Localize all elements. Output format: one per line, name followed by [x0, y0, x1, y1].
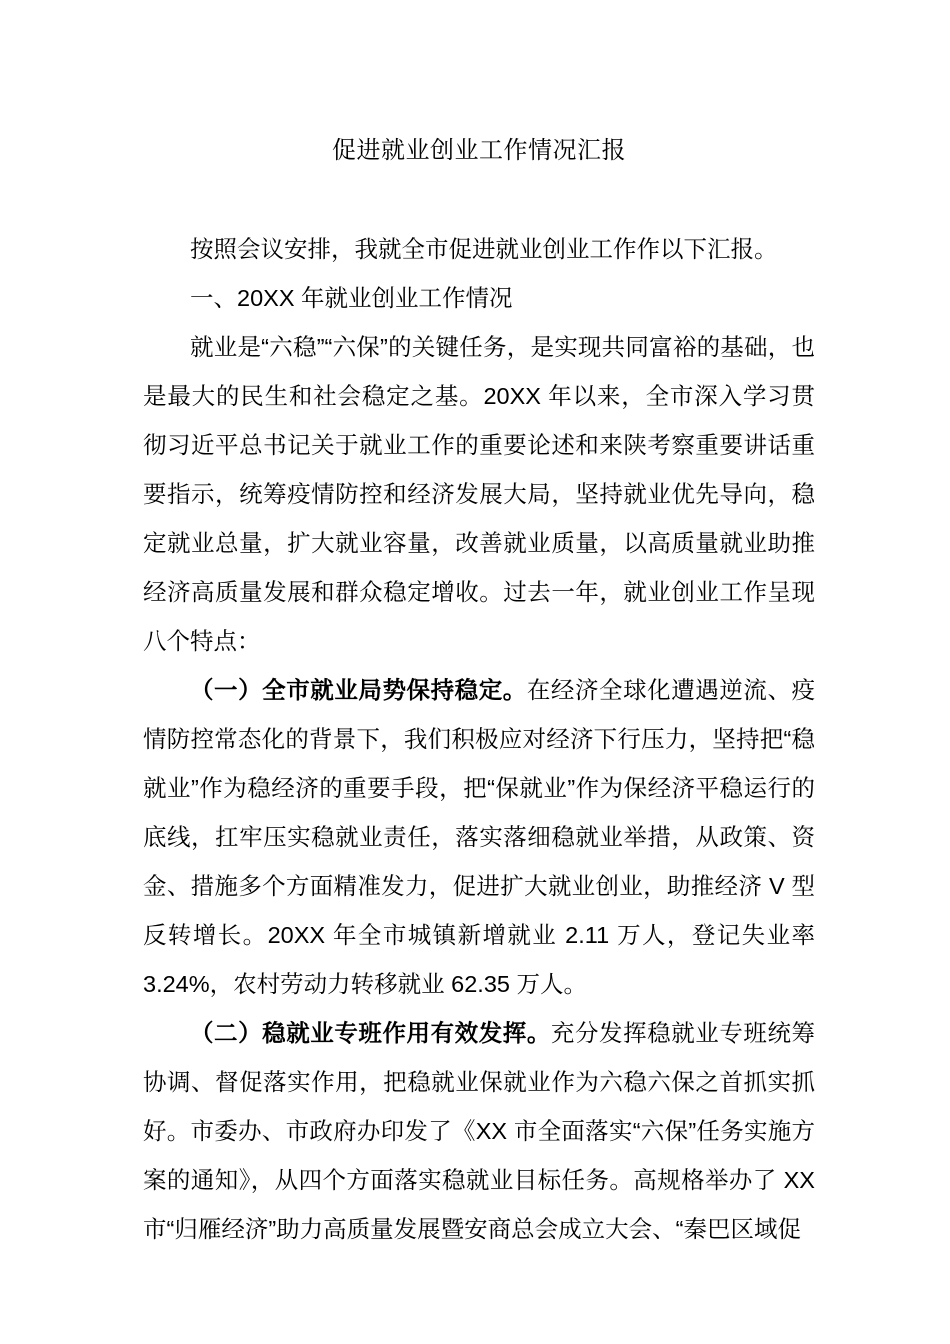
point-2-text: 充分发挥稳就业专班统筹协调、督促落实作用，把稳就业保就业作为六稳六保之首抓实抓好。市委办、市政府办印发了《XX 市全面落实“六保”任务实施方案的通知》，从四个方面落实稳就业目标任务。高规格举办了 XX 市“归雁经济”助力高质量发展暨安商总会成立大会、“秦巴区域促 — [143, 1020, 816, 1242]
point-1-text: 在经济全球化遭遇逆流、疫情防控常态化的背景下，我们积极应对经济下行压力，坚持把“稳就业”作为稳经济的重要手段，把“保就业”作为保经济平稳运行的底线，扛牢压实稳就业责任，落实落细稳就业举措，从政策、资金、措施多个方面精准发力，促进扩大就业创业，助推经济 V 型反转增长。20XX 年全市城镇新增就业 2.11 万人，登记失业率 3.24%，农村劳动力转移就业 62.35 万人。 — [143, 677, 816, 997]
point-1-lead: （一）全市就业局势保持稳定。 — [190, 677, 527, 703]
point-1-paragraph — [143, 666, 815, 1009]
document-title: 促进就业创业工作情况汇报 — [332, 137, 626, 164]
point-2-lead: （二）稳就业专班作用有效发挥。 — [190, 1020, 551, 1046]
section-heading-1: 一、20XX 年就业创业工作情况 — [190, 285, 513, 311]
intro-paragraph: 按照会议安排，我就全市促进就业创业工作作以下汇报。 — [190, 236, 778, 262]
section-overview-paragraph: 就业是“六稳”“六保”的关键任务，是实现共同富裕的基础，也是最大的民生和社会稳定之基。20XX 年以来，全市深入学习贯彻习近平总书记关于就业工作的重要论述和来陕考察重要讲话重要指示，统筹疫情防控和经济发展大局，坚持就业优先导向，稳定就业总量，扩大就业容量，改善就业质量，以高质量就业助推经济高质量发展和群众稳定增收。过去一年，就业创业工作呈现八个特点： — [143, 334, 815, 654]
point-2-paragraph — [143, 1009, 815, 1254]
